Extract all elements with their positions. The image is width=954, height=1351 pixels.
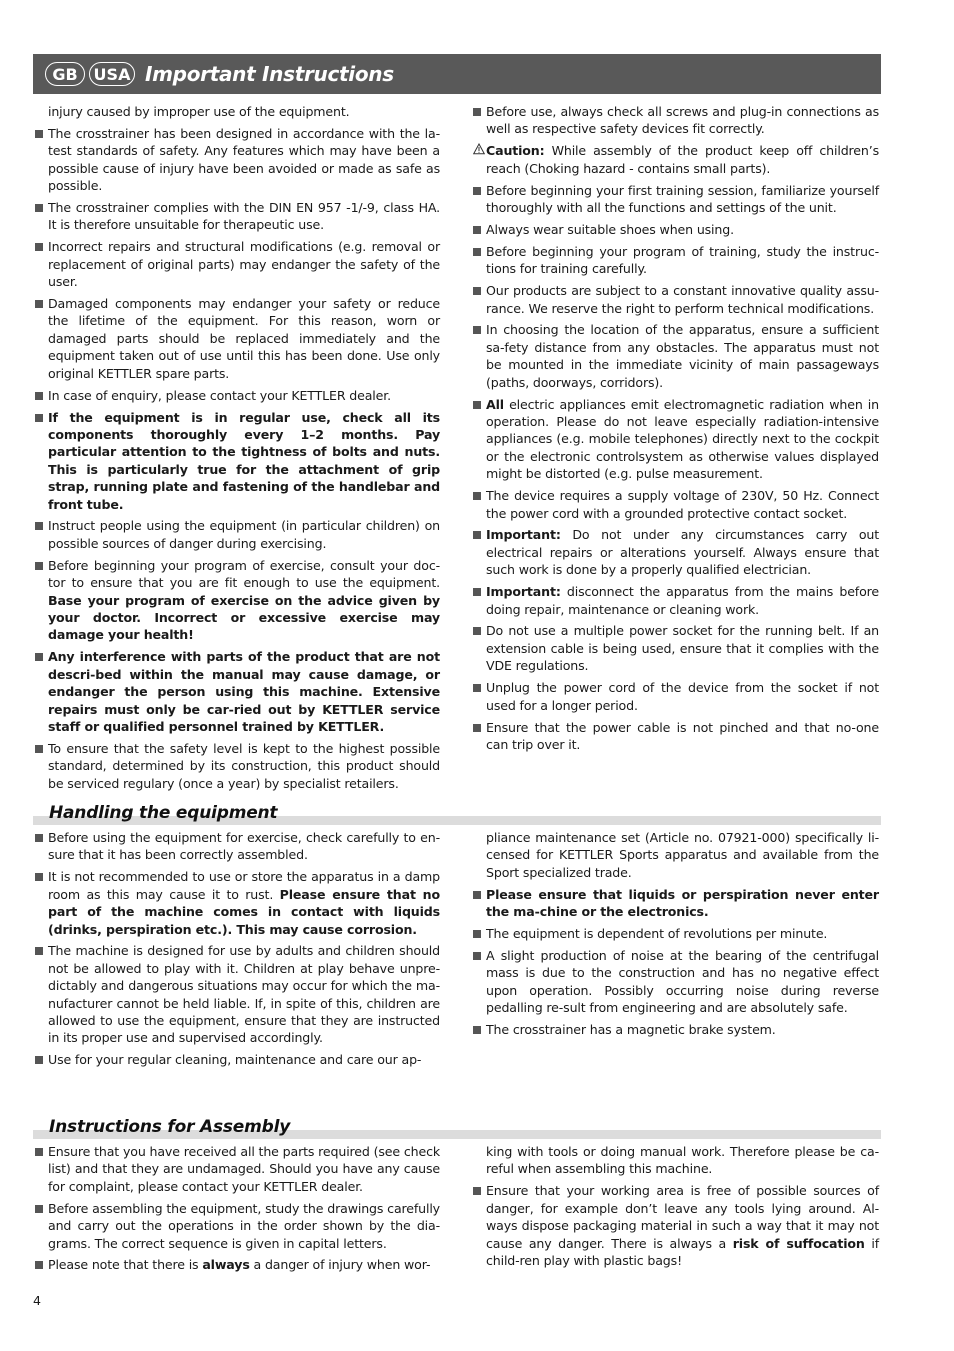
body-text: Ensure that you have received all the parts required (see check list) and that they are undamaged. Should you have any cause for complaint, please contact your KETTLER dealer. — [48, 1144, 440, 1194]
instruction-item — [35, 829, 440, 864]
body-text: Damaged components may endanger your safety or reduce the lifetime of the equipment. For this reason, worn or damaged parts should be replaced immediately and the equipment taken out of use until this has been done. Use only original KETTLER spare parts. — [48, 296, 440, 381]
emphasis-text: Important: — [486, 527, 561, 543]
emphasis-text: Base your program of exercise on the advice given by your doctor. Incorrect or excessive exercise may damage your health! — [48, 592, 440, 643]
instruction-item — [473, 1182, 879, 1269]
bullet-square-icon — [35, 947, 43, 955]
body-text: The equipment is dependent of revolutions per minute. — [486, 926, 828, 942]
bullet-square-icon — [35, 300, 43, 308]
instruction-item — [473, 321, 879, 391]
instruction-item — [473, 526, 879, 578]
bullet-square-icon — [35, 414, 43, 422]
instruction-item — [473, 925, 879, 942]
body-text: Always wear suitable shoes when using. — [486, 221, 734, 237]
body-text: While assembly of the product keep off children’s reach (Choking hazard - contains small parts). — [486, 143, 879, 176]
instruction-item — [473, 679, 879, 714]
bullet-square-icon — [35, 243, 43, 251]
body-text: It is not recommended to use or store the apparatus in a damp room as this may cause it to rust. — [48, 869, 440, 902]
body-text: Before using the equipment for exercise, check carefully to en-sure that it has been correctly assembled. — [48, 830, 440, 863]
bullet-square-icon — [35, 653, 43, 661]
body-text: To ensure that the safety level is kept to the highest possible standard, determined by its construction, this product should be serviced regulary (once a year) by specialist retailers. — [48, 740, 440, 791]
instruction-item — [35, 238, 440, 290]
body-text: pliance maintenance set (Article no. 07921-000) specifically li-censed for KETTLER Sports apparatus and available from the Sport specialized trade. — [486, 830, 879, 880]
body-text: The device requires a supply voltage of 230V, 50 Hz. Connect the power cord with a grounded protective contact socket. — [486, 488, 879, 521]
bullet-square-icon — [35, 1148, 43, 1156]
body-text: king with tools or doing manual work. Therefore please be ca-reful when assembling this machine. — [486, 1144, 879, 1177]
instruction-item — [35, 1143, 440, 1195]
body-text: Our products are subject to a constant innovative quality assu-rance. We reserve the right to perform technical modifications. — [486, 283, 879, 316]
instruction-item — [473, 243, 879, 278]
language-badge-usa: USA — [89, 62, 135, 86]
bullet-square-icon — [473, 226, 481, 234]
bullet-square-icon — [35, 1205, 43, 1213]
bullet-square-icon — [473, 401, 481, 409]
body-text: Do not use a multiple power socket for the running belt. If an extension cable is being used, ensure that it complies with the VDE regulations. — [486, 623, 879, 674]
body-text: a danger of injury when wor- — [249, 1257, 431, 1273]
body-text: Incorrect repairs and structural modifications (e.g. removal or replacement of original parts) may endanger the safety of the user. — [48, 239, 440, 290]
body-text: if child-ren play with plastic bags! — [486, 1235, 879, 1268]
instruction-item — [473, 829, 879, 881]
bullet-square-icon — [473, 1026, 481, 1034]
important-left-column — [35, 103, 440, 797]
instruction-item — [35, 648, 440, 735]
bullet-square-icon — [473, 108, 481, 116]
bullet-square-icon — [35, 522, 43, 530]
bullet-square-icon — [473, 627, 481, 635]
body-text: Instruct people using the equipment (in particular children) on possible sources of danger during exercising. — [48, 518, 440, 551]
bullet-square-icon — [35, 834, 43, 842]
warning-triangle-icon — [473, 143, 485, 155]
page-title: Important Instructions — [145, 62, 394, 86]
assembly-right-column — [473, 1143, 879, 1274]
instruction-item — [35, 409, 440, 513]
instruction-item — [35, 387, 440, 404]
body-text: Please note that there is — [48, 1257, 203, 1273]
instruction-item — [473, 103, 879, 138]
bullet-square-icon — [473, 248, 481, 256]
instruction-item — [35, 868, 440, 938]
bullet-square-icon — [473, 891, 481, 899]
instruction-item — [35, 517, 440, 552]
body-text: Use for your regular cleaning, maintenance and care our ap- — [48, 1052, 422, 1068]
bullet-square-icon — [473, 952, 481, 960]
instruction-item — [35, 125, 440, 195]
instruction-item — [35, 1051, 440, 1068]
instruction-item — [473, 1021, 879, 1038]
emphasis-text: risk of suffocation — [732, 1235, 865, 1251]
important-right-column — [473, 103, 879, 758]
instruction-item — [35, 557, 440, 644]
instruction-item — [473, 487, 879, 522]
emphasis-text: Any interference with parts of the product that are not descri-bed within the manual may cause damage, or endanger the person using this machine. Extensive repairs must only be car-ried out by KETTLER service staff or qualified personnel trained by KETTLER. — [48, 649, 440, 734]
bullet-square-icon — [35, 745, 43, 753]
instruction-item — [35, 103, 440, 120]
section-title-handling: Handling the equipment — [49, 803, 278, 823]
body-text: Before assembling the equipment, study the drawings carefully and carry out the operations in the order shown by the dia-grams. The correct sequence is given in capital letters. — [48, 1200, 440, 1251]
bullet-square-icon — [473, 724, 481, 732]
body-text: The crosstrainer has a magnetic brake system. — [486, 1022, 776, 1038]
bullet-square-icon — [35, 873, 43, 881]
emphasis-text: always — [202, 1257, 250, 1273]
emphasis-text: Caution: — [486, 143, 545, 159]
bullet-square-icon — [473, 684, 481, 692]
body-text: electric appliances emit electromagnetic radiation when in operation. Please do not leave especially radiation-intensive appliances (e.g. mobile telephones) directly next to the cockpit or the electronic controlsystem as otherwise values displayed might be distorted (e.g. pulse measurement. — [486, 396, 879, 482]
body-text: Ensure that your working area is free of possible sources of danger, for example don’t leave any tools lying around. Al-ways dispose packaging material in such a way that it may not cause any danger. There is always a — [486, 1183, 879, 1251]
instruction-item — [35, 942, 440, 1046]
section-title-assembly: Instructions for Assembly — [49, 1117, 291, 1137]
body-text: Ensure that the power cable is not pinched and that no-one can trip over it. — [486, 719, 879, 752]
emphasis-text: Please ensure that liquids or perspiration never enter the ma-chine or the electronics. — [486, 886, 879, 920]
page-header — [33, 54, 881, 94]
instruction-item — [473, 396, 879, 483]
instruction-item — [35, 1200, 440, 1252]
instruction-item — [35, 199, 440, 234]
body-text: Unplug the power cord of the device from the socket if not used for a longer period. — [486, 680, 879, 713]
bullet-square-icon — [473, 287, 481, 295]
body-text: Before use, always check all screws and plug-in connections as well as respective safety devices fit correctly. — [486, 104, 879, 137]
bullet-square-icon — [35, 204, 43, 212]
instruction-item — [473, 1143, 879, 1178]
body-text: The machine is designed for use by adults and children should not be allowed to play with it. Children at play behave unpre-dictably and dangerous situations may occur for which the ma-nufacturer cannot be held liable. If, in spite of this, children are allowed to use the equipment, ensure that they are instructed in its proper use and supervised accordingly. — [48, 943, 440, 1046]
body-text: disconnect the apparatus from the mains before doing repair, maintenance or cleaning work. — [486, 584, 879, 617]
bullet-square-icon — [35, 1056, 43, 1064]
body-text: Do not under any circumstances carry out electrical repairs or alterations yourself. Always ensure that such work is done by a properly qualified electrician. — [486, 527, 879, 578]
bullet-square-icon — [473, 588, 481, 596]
bullet-square-icon — [35, 562, 43, 570]
bullet-square-icon — [473, 930, 481, 938]
page-number: 4 — [33, 1293, 42, 1308]
instruction-item — [473, 142, 879, 177]
instruction-item — [473, 886, 879, 921]
assembly-left-column — [35, 1143, 440, 1278]
instruction-item — [473, 622, 879, 674]
instruction-item — [473, 583, 879, 618]
instruction-item — [473, 221, 879, 238]
body-text: injury caused by improper use of the equipment. — [48, 104, 350, 119]
instruction-item — [473, 282, 879, 317]
bullet-square-icon — [473, 326, 481, 334]
bullet-square-icon — [473, 492, 481, 500]
instruction-item — [35, 295, 440, 382]
handling-right-column — [473, 829, 879, 1043]
bullet-square-icon — [35, 392, 43, 400]
emphasis-text: All — [486, 396, 504, 412]
bullet-square-icon — [473, 531, 481, 539]
body-text: A slight production of noise at the bearing of the centrifugal mass is due to the construction and has no negative effect upon operation. Possibly occurring noise during reverse pedalling re-sult from engineering and are absolutely safe. — [486, 947, 879, 1016]
emphasis-text: If the equipment is in regular use, check all its components thoroughly every 1–2 months. Pay particular attention to the tightness of bolts and nuts. This is particularly true for the attachment of grip strap, running plate and fastening of the handlebar and front tube. — [48, 409, 440, 512]
body-text: In case of enquiry, please contact your KETTLER dealer. — [48, 387, 391, 403]
instruction-item — [473, 947, 879, 1017]
instruction-item — [35, 740, 440, 792]
body-text: Before beginning your program of training, study the instruc-tions for training carefully. — [486, 243, 879, 277]
emphasis-text: Important: — [486, 584, 561, 600]
instruction-item — [473, 182, 879, 217]
instruction-item — [35, 1256, 440, 1273]
body-text: The crosstrainer complies with the DIN EN 957 -1/-9, class HA. It is therefore unsuitable for therapeutic use. — [48, 200, 440, 233]
handling-left-column — [35, 829, 440, 1073]
body-text: The crosstrainer has been designed in accordance with the la-test standards of safety. Any features which may have been a possible cause of injury have been avoided or made as safe as possible. — [48, 125, 440, 194]
body-text: Before beginning your program of exercise, consult your doc-tor to ensure that you are fit enough to use the equipment. — [48, 557, 440, 591]
body-text: In choosing the location of the apparatus, ensure a sufficient sa-fety distance from any obstacles. The apparatus must not be mounted in the immediate vicinity of main passageways (paths, doorways, corridors). — [486, 322, 879, 390]
bullet-square-icon — [35, 1261, 43, 1269]
language-badge-gb: GB — [45, 62, 85, 86]
instruction-item — [473, 719, 879, 754]
bullet-square-icon — [473, 187, 481, 195]
bullet-square-icon — [35, 130, 43, 138]
emphasis-text: Please ensure that no part of the machine comes in contact with liquids (drinks, perspiration etc.). This may cause corrosion. — [48, 886, 440, 937]
bullet-square-icon — [473, 1187, 481, 1195]
body-text: Before beginning your first training session, familiarize yourself thoroughly with all the functions and settings of the unit. — [486, 182, 879, 216]
